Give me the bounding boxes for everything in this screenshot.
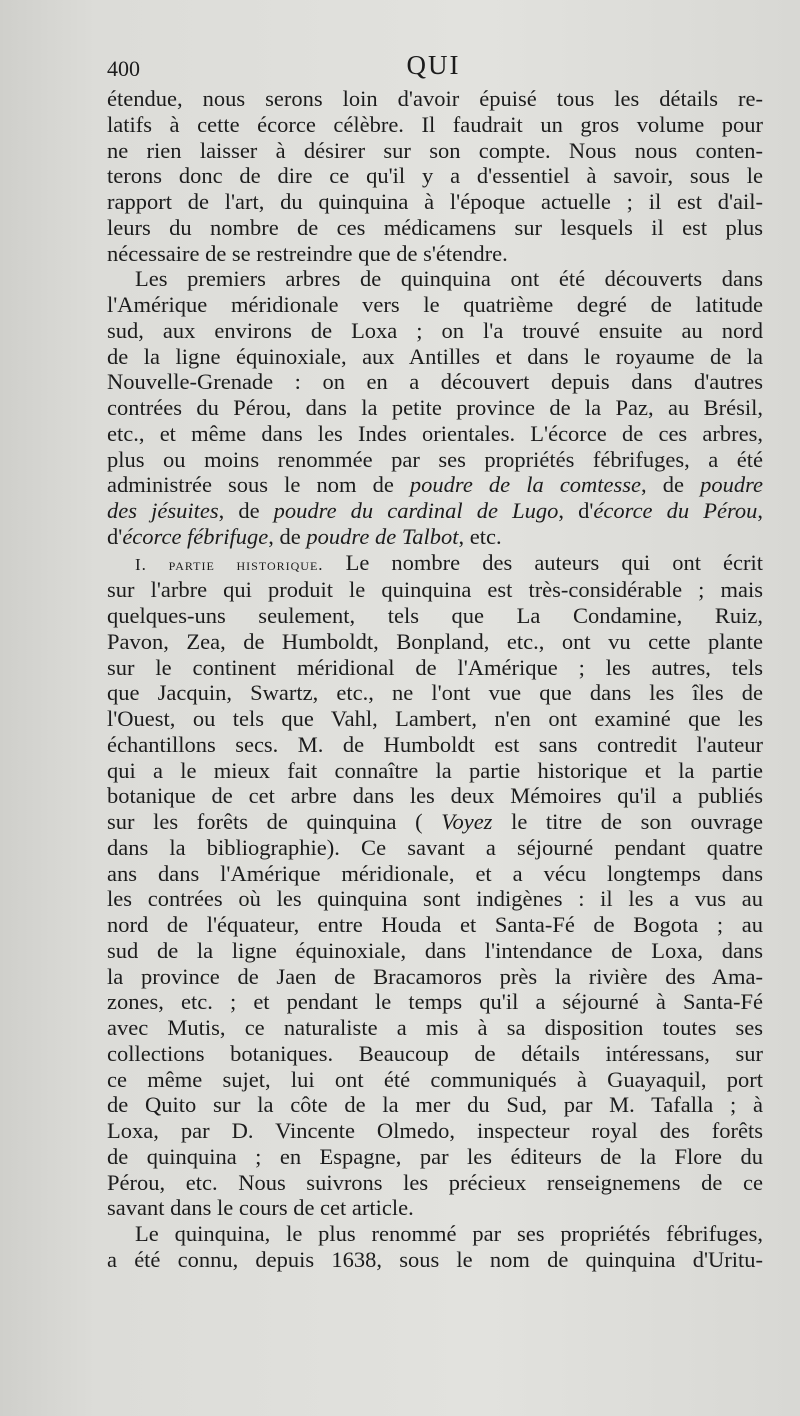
text-line: de Quito sur la côte de la mer du Sud, par M. Tafalla ; à [107, 1092, 763, 1118]
paragraph-4 [107, 1221, 763, 1273]
text-run: sur les forêts de quinquina ( [107, 809, 423, 834]
text-line: leurs du nombre de ces médicamens sur lesquels il est plus [107, 214, 763, 240]
text-line: de la ligne équinoxiale, aux Antilles et dans le royaume de la [107, 343, 763, 369]
text-line: Pérou, etc. Nous suivrons les précieux renseignemens de ce [107, 1169, 763, 1195]
text-line: nord de l'équateur, entre Houda et Santa-Fé de Bogota ; au [107, 912, 763, 937]
running-head: QUI [406, 50, 461, 80]
text-line [107, 550, 763, 578]
text-line: ne rien laisser à désirer sur son compte. Nous nous conten- [107, 137, 763, 163]
text-run: d' [107, 523, 123, 549]
text-line: etc., et même dans les Indes orientales. L'écorce de ces arbres, [107, 420, 763, 446]
text-line: étendue, nous serons loin d'avoir épuisé tous les détails re- [107, 86, 763, 111]
text-line: savant dans le cours de cet article. [107, 1195, 414, 1221]
text-line [107, 472, 763, 498]
italic-run: écorce du Pérou [593, 498, 758, 523]
text-line: Loxa, par D. Vincente Olmedo, inspecteur royal des forêts [107, 1118, 763, 1143]
text-run: administrée sous le nom de [107, 472, 394, 498]
italic-run: écorce fébrifuge [122, 523, 269, 549]
body-text [107, 86, 763, 1273]
page-header [107, 50, 760, 84]
text-line: Pavon, Zea, de Humboldt, Bonpland, etc., ont vu cette plante [107, 628, 763, 654]
paragraph-1 [107, 86, 763, 266]
text-line [107, 524, 763, 550]
text-line: contrées du Pérou, dans la petite province de la Paz, au Brésil, [107, 395, 763, 420]
text-line: zones, etc. ; et pendant le temps qu'il a séjourné à Santa-Fé [107, 989, 763, 1015]
text-line: avec Mutis, ce naturaliste a mis à sa disposition toutes ses [107, 1015, 763, 1040]
text-line: collections botaniques. Beaucoup de détails intéressans, sur [107, 1040, 763, 1066]
text-line: ce même sujet, lui ont été communiqués à Guayaquil, port [107, 1066, 763, 1092]
text-line: sur le continent méridional de l'Amérique ; les autres, tels [107, 654, 763, 680]
text-run: Le nombre des auteurs qui ont écrit [345, 549, 764, 575]
text-run: , de [268, 523, 301, 549]
text-line: a été connu, depuis 1638, sous le nom de quinquina d'Uritu- [107, 1246, 763, 1272]
text-line: la province de Jaen de Bracamoros près la rivière des Ama- [107, 963, 763, 989]
text-run: , [757, 498, 764, 523]
paragraph-3 [107, 550, 763, 1222]
text-run: , de [218, 498, 260, 523]
text-run: , de [641, 472, 684, 498]
text-line: Le quinquina, le plus renommé par ses propriétés fébrifuges, [135, 1221, 763, 1246]
text-line: nécessaire de se restreindre que de s'étendre. [107, 240, 508, 266]
text-line: sur l'arbre qui produit le quinquina est très-considérable ; mais [107, 577, 763, 603]
text-line: que Jacquin, Swartz, etc., ne l'ont vue que dans les îles de [107, 680, 763, 706]
text-line [107, 498, 763, 524]
italic-run: poudre de Talbot [306, 523, 459, 549]
italic-run: Voyez [441, 809, 493, 834]
text-line: de quinquina ; en Espagne, par les éditeurs de la Flore du [107, 1143, 763, 1169]
text-line: plus ou moins renommée par ses propriétés fébrifuges, a été [107, 446, 763, 472]
text-line: sud, aux environs de Loxa ; on l'a trouvé ensuite au nord [107, 317, 763, 343]
text-line: Les premiers arbres de quinquina ont été découverts dans [135, 266, 763, 292]
text-line: l'Amérique méridionale vers le quatrième degré de latitude [107, 292, 763, 317]
text-line [107, 809, 763, 835]
italic-run: poudre du cardinal de Lugo [273, 498, 559, 523]
text-run: le titre de son ouvrage [511, 809, 763, 834]
text-line: échantillons secs. M. de Humboldt est sans contredit l'auteur [107, 731, 763, 757]
italic-run: poudre de la comtesse [409, 472, 642, 498]
text-line: quelques-uns seulement, tels que La Condamine, Ruiz, [107, 603, 763, 628]
text-run: , etc. [458, 523, 502, 549]
text-line: l'Ouest, ou tels que Vahl, Lambert, n'en ont examiné que les [107, 706, 763, 731]
text-line: terons donc de dire ce qu'il y a d'essentiel à savoir, sous le [107, 163, 763, 189]
section-heading: I. partie historique. [135, 554, 324, 574]
text-line: Nouvelle-Grenade : on en a découvert depuis dans d'autres [107, 369, 763, 395]
text-line: sud de la ligne équinoxiale, dans l'intendance de Loxa, dans [107, 937, 763, 963]
text-line: latifs à cette écorce célèbre. Il faudrait un gros volume pour [107, 111, 763, 137]
text-line: ans dans l'Amérique méridionale, et a vécu longtemps dans [107, 860, 763, 886]
text-run: , d' [558, 498, 594, 523]
page-number: 400 [107, 56, 140, 81]
paragraph-2 [107, 266, 763, 549]
text-line: dans la bibliographie). Ce savant a séjourné pendant quatre [107, 834, 763, 860]
italic-run: des jésuites [107, 498, 219, 523]
text-line: les contrées où les quinquina sont indigènes : il les a vus au [107, 886, 763, 912]
text-line: qui a le mieux fait connaître la partie historique et la partie [107, 757, 763, 783]
text-line: rapport de l'art, du quinquina à l'époque actuelle ; il est d'ail- [107, 189, 763, 214]
italic-run: poudre [700, 472, 764, 498]
text-line: botanique de cet arbre dans les deux Mémoires qu'il a publiés [107, 783, 763, 809]
